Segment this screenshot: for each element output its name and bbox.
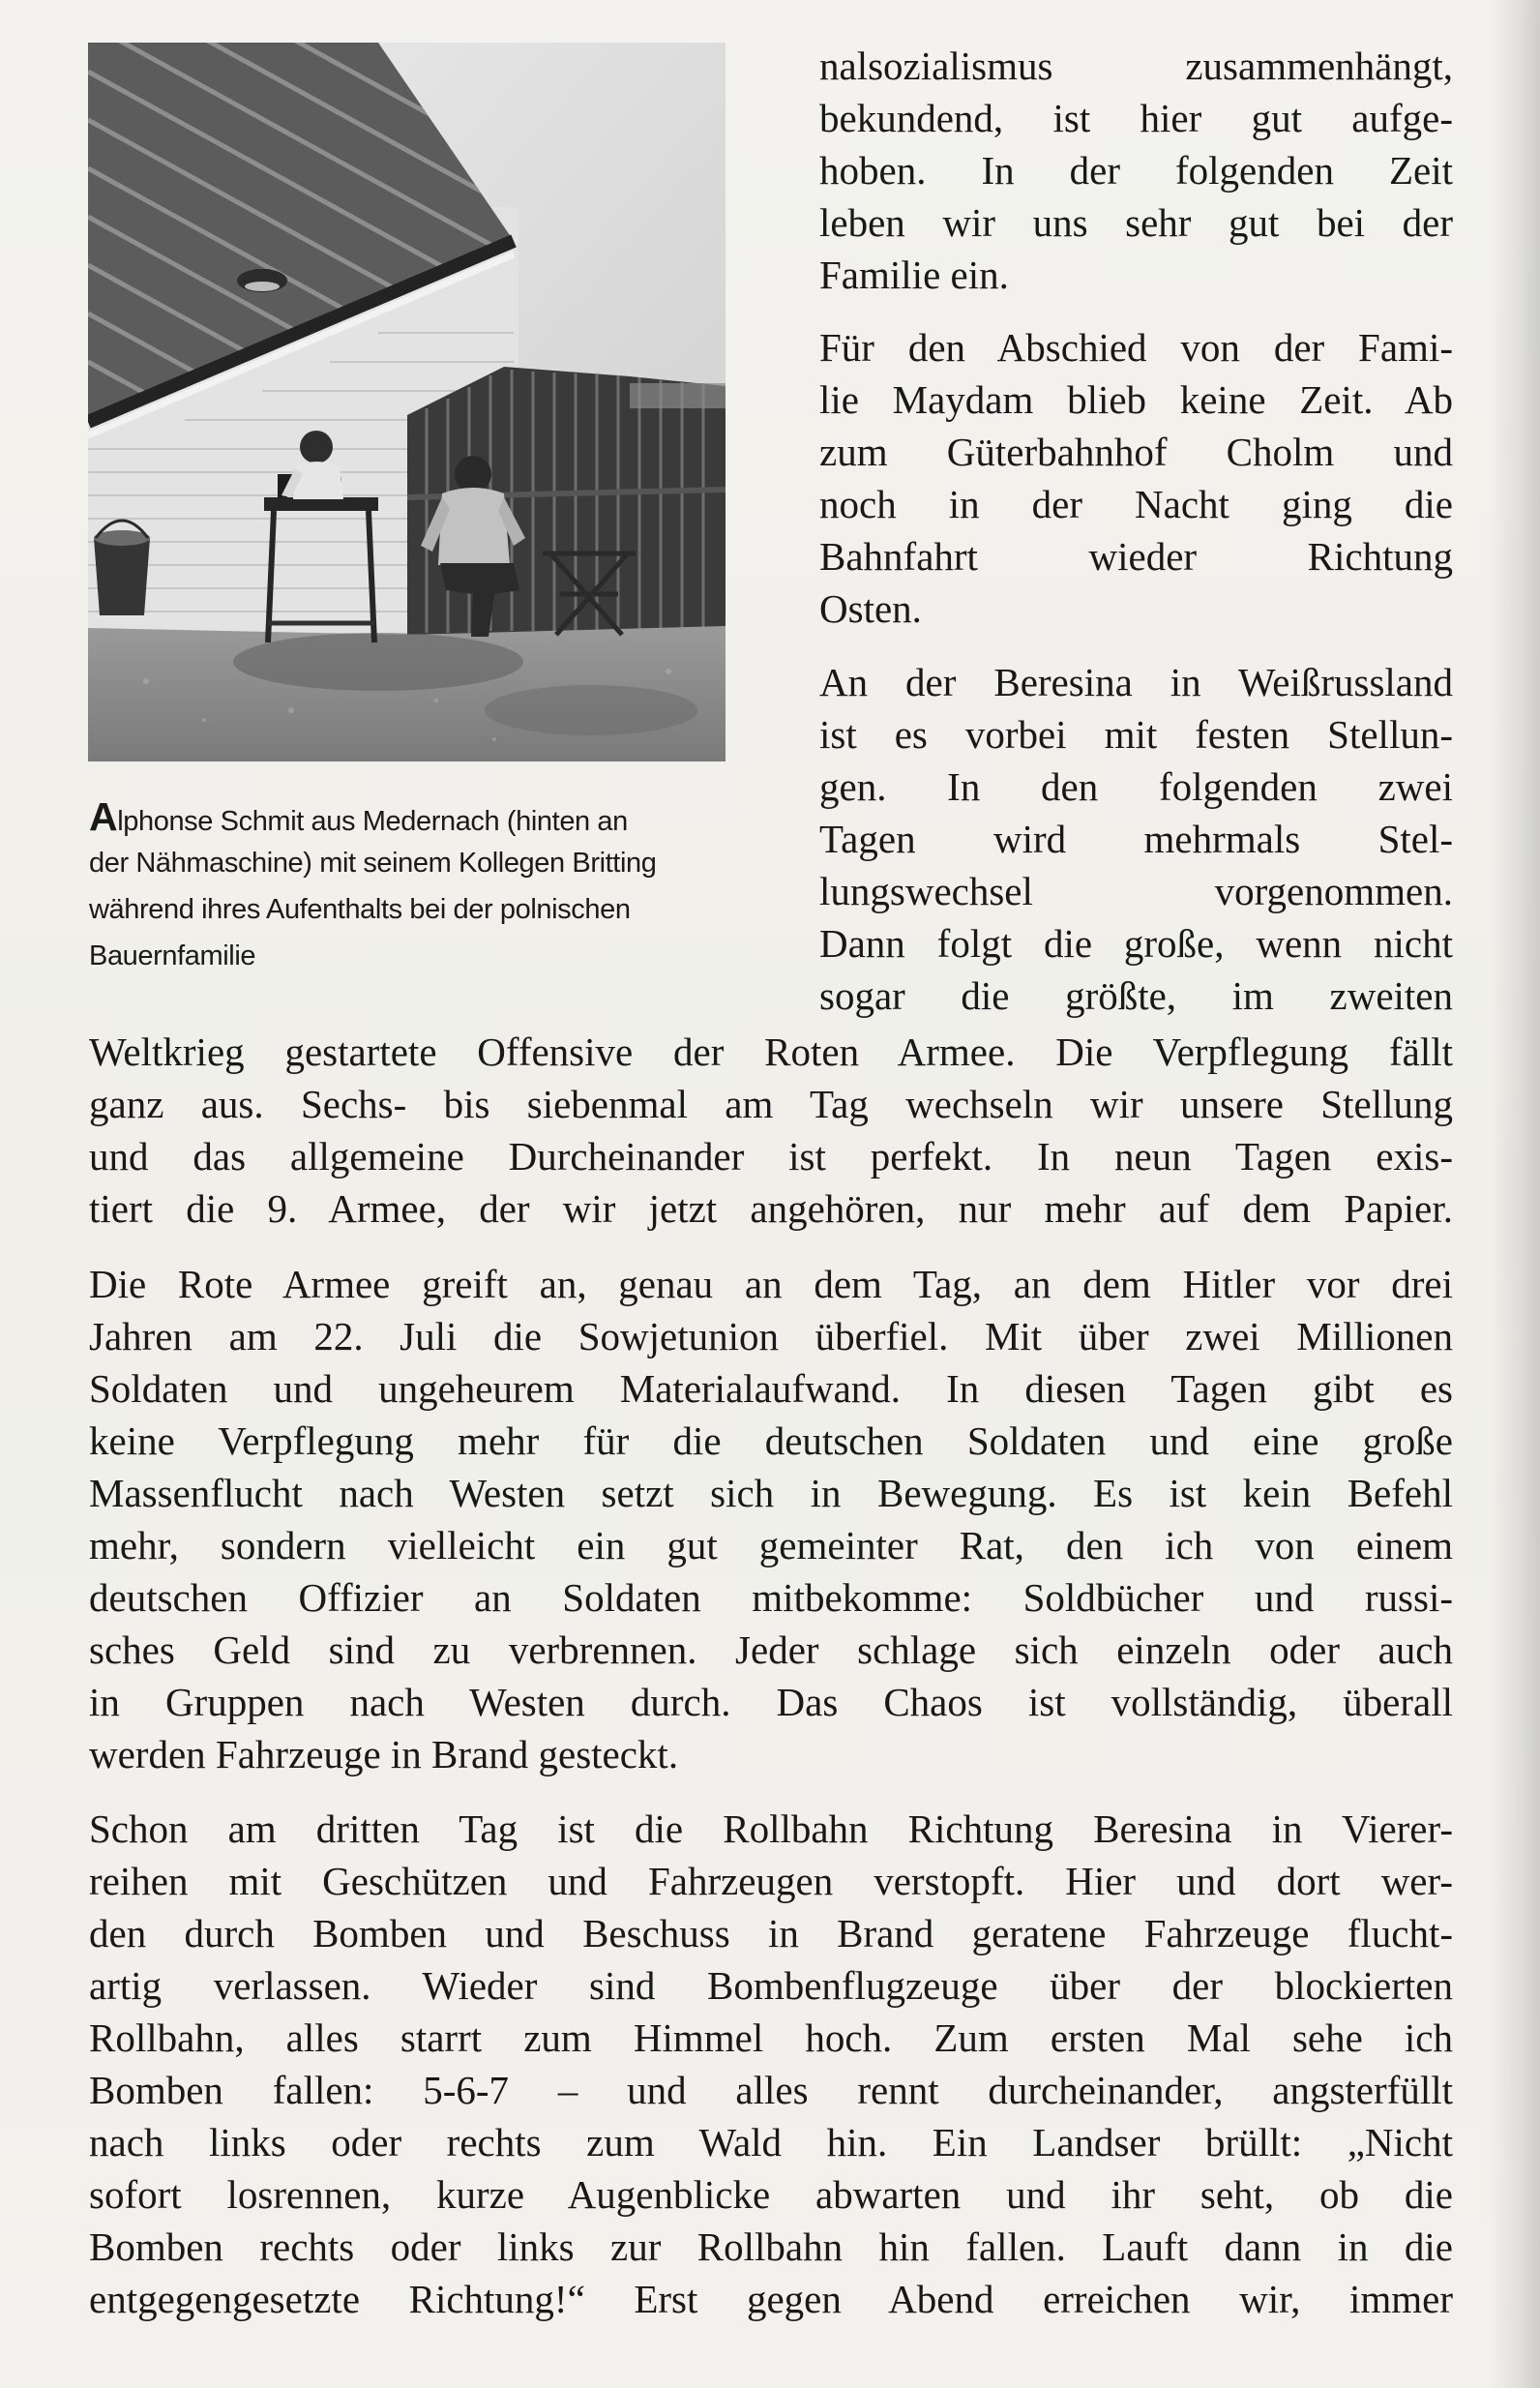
photo-caption — [89, 793, 729, 979]
text-line: Bomben rechts oder links zur Rollbahn hin fallen. Lauft dann in die — [89, 2224, 1453, 2269]
paragraph — [819, 40, 1453, 301]
paragraph — [89, 1803, 1453, 2325]
text-line: und das allgemeine Durcheinander ist perfekt. In neun Tagen exis- — [89, 1134, 1453, 1179]
text-line: den durch Bomben und Beschuss in Brand geratene Fahrzeuge flucht- — [89, 1911, 1453, 1955]
photo — [88, 43, 726, 761]
caption-line: während ihres Aufenthalts bei der polnischen — [89, 894, 631, 925]
text-line: Massenflucht nach Westen setzt sich in Bewegung. Es ist kein Befehl — [89, 1471, 1453, 1515]
text-line: Die Rote Armee greift an, genau an dem Tag, an dem Hitler vor drei — [89, 1262, 1453, 1306]
text-line: zum Güterbahnhof Cholm und — [819, 430, 1453, 474]
text-line: Jahren am 22. Juli die Sowjetunion überfiel. Mit über zwei Millionen — [89, 1314, 1453, 1358]
text-line: bekundend, ist hier gut aufge- — [819, 96, 1453, 140]
text-line: Familie ein. — [819, 253, 1009, 297]
text-line: sogar die größte, im zweiten — [819, 973, 1453, 1018]
paragraph — [819, 321, 1453, 635]
text-line: Rollbahn, alles starrt zum Himmel hoch. Zum ersten Mal sehe ich — [89, 2015, 1453, 2060]
text-line: deutschen Offizier an Soldaten mitbekomme: Soldbücher und russi- — [89, 1575, 1453, 1620]
text-line: reihen mit Geschützen und Fahrzeugen verstopft. Hier und dort wer- — [89, 1859, 1453, 1903]
text-line: Dann folgt die große, wenn nicht — [819, 921, 1453, 966]
text-line: sches Geld sind zu verbrennen. Jeder schlage sich einzeln oder auch — [89, 1627, 1453, 1672]
text-line: Soldaten und ungeheurem Materialaufwand. In diesen Tagen gibt es — [89, 1366, 1453, 1411]
text-line: nalsozialismus zusammenhängt, — [819, 44, 1453, 88]
text-line: mehr, sondern vielleicht ein gut gemeinter Rat, den ich von einem — [89, 1523, 1453, 1567]
text-line: nach links oder rechts zum Wald hin. Ein Landser brüllt: „Nicht — [89, 2120, 1453, 2164]
text-line: Tagen wird mehrmals Stel- — [819, 817, 1453, 861]
text-line: Schon am dritten Tag ist die Rollbahn Richtung Beresina in Vierer- — [89, 1806, 1453, 1851]
paragraph — [89, 1026, 1453, 1235]
caption-line: Bauernfamilie — [89, 940, 256, 971]
text-line: lie Maydam blieb keine Zeit. Ab — [819, 377, 1453, 422]
text-line: hoben. In der folgenden Zeit — [819, 148, 1453, 193]
text-line: Weltkrieg gestartete Offensive der Roten Armee. Die Verpflegung fällt — [89, 1030, 1453, 1074]
photo-ground — [88, 626, 726, 761]
caption-line: der Nähmaschine) mit seinem Kollegen Britting — [89, 848, 657, 879]
text-line: artig verlassen. Wieder sind Bombenflugzeuge über der blockierten — [89, 1963, 1453, 2008]
text-line: ist es vorbei mit festen Stellun- — [819, 712, 1453, 757]
text-line: entgegengesetzte Richtung!“ Erst gegen Abend erreichen wir, immer — [89, 2277, 1453, 2321]
text-line: Osten. — [819, 586, 922, 631]
text-line: Für den Abschied von der Fami- — [819, 325, 1453, 370]
text-line: lungswechsel vorgenommen. — [819, 869, 1453, 913]
text-line: keine Verpflegung mehr für die deutschen Soldaten und eine große — [89, 1418, 1453, 1463]
text-line: tiert die 9. Armee, der wir jetzt angehören, nur mehr auf dem Papier. — [89, 1186, 1453, 1231]
photo-bucket — [94, 521, 150, 615]
text-line: Bahnfahrt wieder Richtung — [819, 534, 1453, 579]
text-line: noch in der Nacht ging die — [819, 482, 1453, 526]
text-line: An der Beresina in Weißrussland — [819, 660, 1453, 704]
page-edge-shadow — [1490, 0, 1540, 2388]
text-line: werden Fahrzeuge in Brand gesteckt. — [89, 1732, 679, 1776]
text-line: gen. In den folgenden zwei — [819, 764, 1453, 809]
paragraph — [89, 1258, 1453, 1780]
caption-line: Alphonse Schmit aus Medernach (hinten an — [89, 794, 628, 839]
text-line: in Gruppen nach Westen durch. Das Chaos ist vollständig, überall — [89, 1680, 1453, 1724]
text-line: Bomben fallen: 5-6-7 – und alles rennt durcheinander, angsterfüllt — [89, 2068, 1453, 2112]
text-line: leben wir uns sehr gut bei der — [819, 200, 1453, 245]
text-line: sofort losrennen, kurze Augenblicke abwarten und ihr seht, ob die — [89, 2172, 1453, 2217]
text-line: ganz aus. Sechs- bis siebenmal am Tag wechseln wir unsere Stellung — [89, 1082, 1453, 1126]
photo-lamp — [237, 269, 287, 292]
paragraph — [819, 656, 1453, 1022]
